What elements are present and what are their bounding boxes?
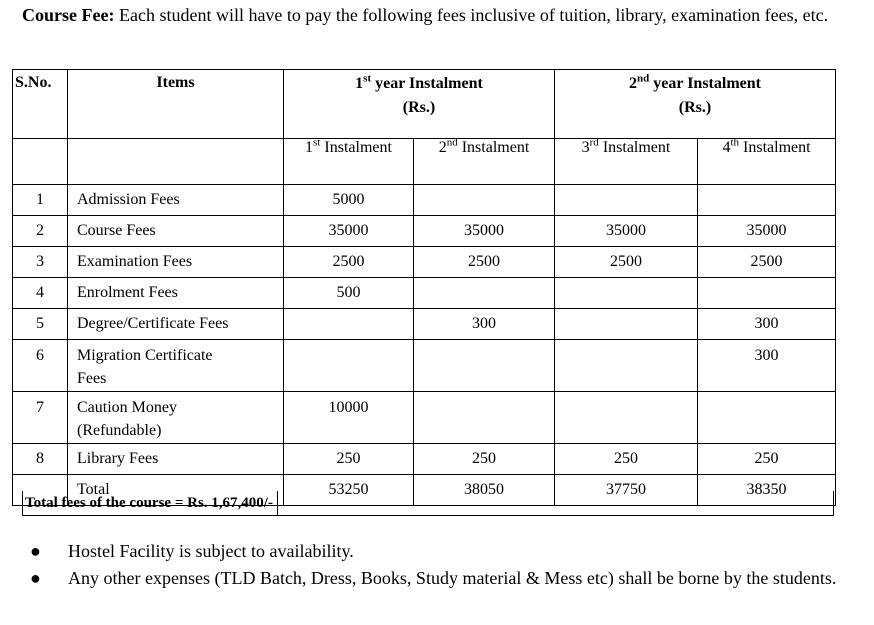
header-instalment-3: 3rd Instalment xyxy=(555,139,698,185)
row-sno: 4 xyxy=(13,278,68,309)
row-sno: 6 xyxy=(13,340,68,392)
row-instalment-4: 2500 xyxy=(698,247,836,278)
row-instalment-3 xyxy=(555,185,698,216)
row-item: Library Fees xyxy=(68,444,284,475)
row-instalment-3 xyxy=(555,340,698,392)
header-items: Items xyxy=(68,70,284,139)
list-item xyxy=(30,538,860,565)
header-instalment-4: 4th Instalment xyxy=(698,139,836,185)
row-instalment-2: 300 xyxy=(414,309,555,340)
header-row-years xyxy=(13,70,836,139)
header-row-instalments xyxy=(13,139,836,185)
row-item: Caution Money (Refundable) xyxy=(68,392,284,444)
header-year1: 1st year Instalment (Rs.) xyxy=(284,70,555,139)
row-instalment-2 xyxy=(414,278,555,309)
course-fee-label: Course Fee: xyxy=(22,5,115,25)
row-item: Enrolment Fees xyxy=(68,278,284,309)
row-instalment-2: 2500 xyxy=(414,247,555,278)
row-instalment-4: 300 xyxy=(698,340,836,392)
row-instalment-2: 35000 xyxy=(414,216,555,247)
total-instalment-2: 38050 xyxy=(414,475,555,506)
note-text: Any other expenses (TLD Batch, Dress, Books, Study material & Mess etc) shall be borne by the students. xyxy=(68,568,837,588)
row-instalment-1: 5000 xyxy=(284,185,414,216)
row-instalment-4 xyxy=(698,185,836,216)
table-row xyxy=(13,185,836,216)
course-total-text: Total fees of the course = Rs. 1,67,400/- xyxy=(25,491,278,516)
row-instalment-4 xyxy=(698,392,836,444)
bullet-icon: ● xyxy=(30,541,41,561)
row-instalment-4: 250 xyxy=(698,444,836,475)
row-instalment-1: 35000 xyxy=(284,216,414,247)
row-instalment-3: 35000 xyxy=(555,216,698,247)
total-instalment-1: 53250 xyxy=(284,475,414,506)
row-item: Degree/Certificate Fees xyxy=(68,309,284,340)
header-items-blank xyxy=(68,139,284,185)
row-sno: 7 xyxy=(13,392,68,444)
row-instalment-3: 2500 xyxy=(555,247,698,278)
header-sno: S.No. xyxy=(13,70,68,139)
list-item xyxy=(30,565,860,592)
row-sno: 1 xyxy=(13,185,68,216)
row-instalment-4: 35000 xyxy=(698,216,836,247)
fee-table xyxy=(12,69,836,506)
row-instalment-1: 500 xyxy=(284,278,414,309)
row-instalment-3 xyxy=(555,278,698,309)
row-sno: 2 xyxy=(13,216,68,247)
row-instalment-3: 250 xyxy=(555,444,698,475)
row-sno: 8 xyxy=(13,444,68,475)
row-instalment-2 xyxy=(414,392,555,444)
row-instalment-2 xyxy=(414,185,555,216)
course-total xyxy=(22,491,834,516)
row-instalment-3 xyxy=(555,392,698,444)
row-item: Examination Fees xyxy=(68,247,284,278)
header-sno-blank xyxy=(13,139,68,185)
total-instalment-4: 38350 xyxy=(698,475,836,506)
bullet-icon: ● xyxy=(30,568,41,588)
row-instalment-1: 10000 xyxy=(284,392,414,444)
total-instalment-3: 37750 xyxy=(555,475,698,506)
course-fee-intro xyxy=(22,4,862,27)
row-instalment-2: 250 xyxy=(414,444,555,475)
total-label: Total xyxy=(68,475,284,506)
table-row xyxy=(13,444,836,475)
table-row xyxy=(13,216,836,247)
row-instalment-1 xyxy=(284,309,414,340)
row-instalment-2 xyxy=(414,340,555,392)
row-instalment-4: 300 xyxy=(698,309,836,340)
note-text: Hostel Facility is subject to availability. xyxy=(68,541,354,561)
row-instalment-1: 250 xyxy=(284,444,414,475)
row-item: Migration Certificate Fees xyxy=(68,340,284,392)
table-row xyxy=(13,278,836,309)
table-row xyxy=(13,340,836,392)
row-instalment-1: 2500 xyxy=(284,247,414,278)
row-instalment-4 xyxy=(698,278,836,309)
header-instalment-2: 2nd Instalment xyxy=(414,139,555,185)
table-row xyxy=(13,247,836,278)
row-sno: 5 xyxy=(13,309,68,340)
header-year2: 2nd year Instalment (Rs.) xyxy=(555,70,836,139)
row-sno: 3 xyxy=(13,247,68,278)
row-instalment-1 xyxy=(284,340,414,392)
notes-list xyxy=(30,538,860,592)
table-row xyxy=(13,309,836,340)
row-instalment-3 xyxy=(555,309,698,340)
table-row xyxy=(13,392,836,444)
row-item: Course Fees xyxy=(68,216,284,247)
row-item: Admission Fees xyxy=(68,185,284,216)
header-instalment-1: 1st Instalment xyxy=(284,139,414,185)
course-fee-text: Each student will have to pay the following fees inclusive of tuition, library, examination fees, etc. xyxy=(114,5,829,25)
